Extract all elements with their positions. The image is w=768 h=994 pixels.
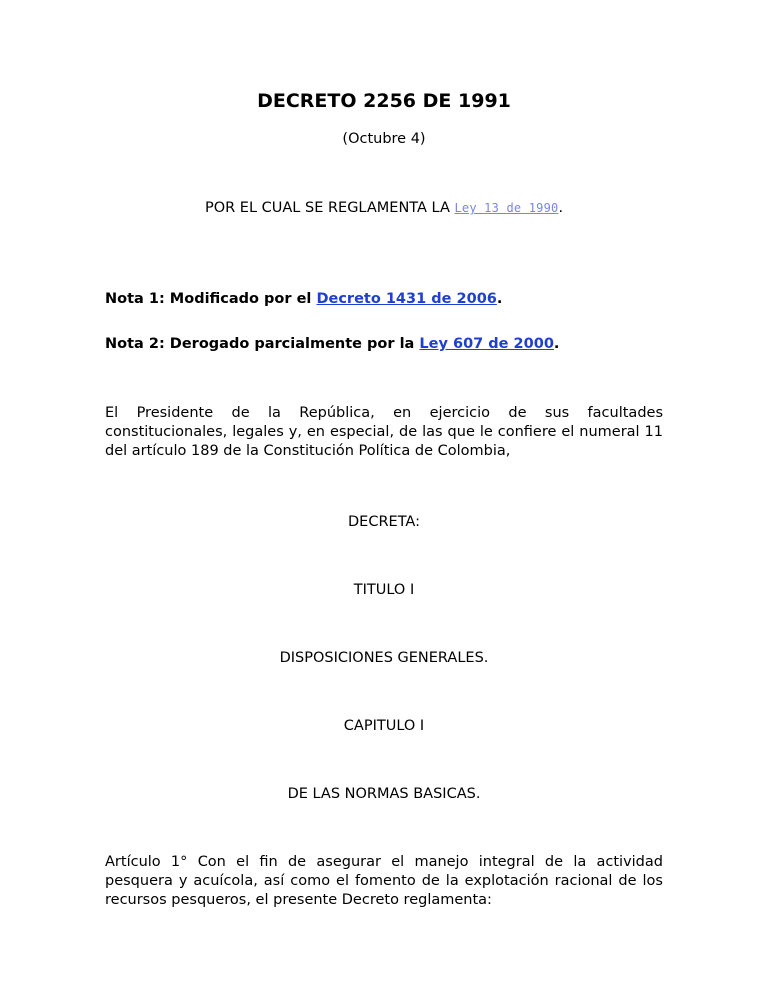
article-1-text: Con el fin de asegurar el manejo integral de la actividad pesquera y acuícola, así como el fomento de la explotación racional de los recursos pesqueros, el presente Decreto reglamenta: [105,854,663,908]
article-1-number: Artículo 1° [105,854,198,870]
decreto-1431-2006-link[interactable]: Decreto 1431 de 2006 [316,291,497,307]
note-2-suffix: . [553,336,560,352]
decree-title: DECRETO 2256 DE 1991 [257,90,511,112]
subject-prefix: POR EL CUAL SE REGLAMENTA LA [204,200,455,216]
article-1 [105,853,663,910]
ley-607-2000-link[interactable]: Ley 607 de 2000 [419,336,554,352]
decree-date: (Octubre 4) [342,131,426,147]
preamble-paragraph: El Presidente de la República, en ejercicio de sus facultades constitucionales, legales y, en especial, de las que le confiere el numeral 11 del artículo 189 de la Constitución Política de Colombia, [105,405,663,459]
note-2-prefix: Nota 2: Derogado parcialmente por la [105,336,420,352]
capitulo-name: DE LAS NORMAS BASICAS. [287,786,481,802]
ley-13-1990-link[interactable]: Ley 13 de 1990 [454,201,559,215]
note-1 [105,290,663,309]
decreta-heading: DECRETA: [348,514,420,530]
note-2 [105,335,663,354]
capitulo-heading: CAPITULO I [343,718,425,734]
titulo-heading: TITULO I [353,582,415,598]
subject-suffix: . [558,200,564,216]
note-1-prefix: Nota 1: Modificado por el [105,291,317,307]
note-1-suffix: . [496,291,503,307]
titulo-name: DISPOSICIONES GENERALES. [279,650,489,666]
decree-subject [0,199,768,218]
